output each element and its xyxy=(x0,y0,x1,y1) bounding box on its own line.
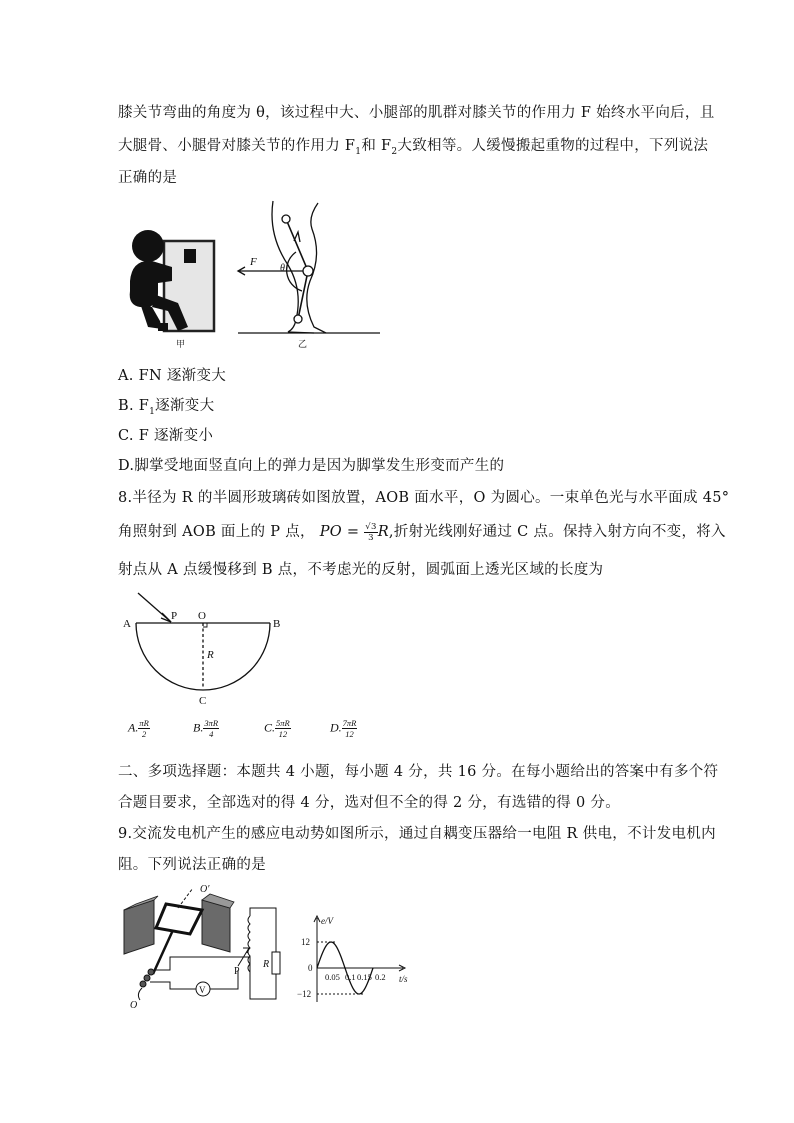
coil-icon xyxy=(153,888,202,974)
q8-choice-d-letter: D. xyxy=(330,720,342,735)
q8-frac-den: 3 xyxy=(368,532,374,543)
fig-radius-R: R xyxy=(207,649,214,661)
fig-label-jia: 甲 xyxy=(176,339,186,349)
q7-option-b-sub: 1 xyxy=(149,406,156,417)
q8-choice-a-den: 2 xyxy=(141,729,147,739)
q8-stem-line3: 射点从 A 点缓慢移到 B 点，不考虑光的反射，圆弧面上透光区域的长度为 xyxy=(118,562,604,578)
graph-y-max: 12 xyxy=(301,937,310,947)
q8-choice-d-frac xyxy=(342,718,358,739)
q8-stem-line2-part-b: ,折射光线刚好通过 C 点。保持入射方向不变，将入 xyxy=(388,524,726,540)
q8-choice-b xyxy=(193,718,219,739)
graph-tick-0.15: 0.15 xyxy=(357,972,372,982)
magnet-icon xyxy=(124,894,234,954)
lifting-person-icon xyxy=(130,230,214,331)
graph-origin: 0 xyxy=(308,963,313,973)
q7-sub-2: 2 xyxy=(391,146,398,157)
q8-choice-c-frac xyxy=(275,718,291,739)
fig-point-P: P xyxy=(171,610,178,622)
q8-choice-b-letter: B. xyxy=(193,720,204,735)
q8-choice-a-num: πR xyxy=(139,718,149,728)
q7-option-c: C. F 逐渐变小 xyxy=(118,428,214,444)
q8-choice-d xyxy=(330,718,357,739)
fig-point-C: C xyxy=(199,695,207,707)
q8-stem-line2 xyxy=(118,520,726,543)
fig-point-O: O xyxy=(198,610,206,622)
graph-y-label: e/V xyxy=(321,916,333,926)
q7-stem-line2-part-c: 大致相等。人缓慢搬起重物的过程中，下列说法 xyxy=(397,138,709,154)
graph-x-label: t/s xyxy=(399,974,408,984)
q7-stem-line3: 正确的是 xyxy=(118,170,178,186)
q7-option-b-part-b: 逐渐变大 xyxy=(155,398,215,414)
leg-diagram xyxy=(238,201,380,333)
q7-option-b xyxy=(118,394,214,417)
q9-emf-graph xyxy=(295,912,415,1012)
graph-tick-0.2: 0.2 xyxy=(375,972,386,982)
q7-sub-1: 1 xyxy=(355,146,362,157)
q9-stem-line2: 阻。下列说法正确的是 xyxy=(118,857,266,873)
q8-stem-line1: 8.半径为 R 的半圆形玻璃砖如图放置，AOB 面水平，O 为圆心。一束单色光与水平面成 45° xyxy=(118,490,730,506)
fig-point-A: A xyxy=(123,618,131,630)
q8-choice-b-num: 3πR xyxy=(204,718,219,728)
q8-choice-a-letter: A. xyxy=(128,720,139,735)
q8-frac-num: √3 xyxy=(365,521,377,532)
fig-angle-theta: θ xyxy=(280,263,285,274)
q8-choice-a-frac xyxy=(138,718,149,739)
q7-stem-line2 xyxy=(118,134,708,157)
q8-choice-c-letter: C. xyxy=(264,720,276,735)
fig-point-B: B xyxy=(273,618,281,630)
fig-force-F: F xyxy=(250,256,257,268)
q7-option-d: D.脚掌受地面竖直向上的弹力是因为脚掌发生形变而产生的 xyxy=(118,458,505,474)
q7-stem-line2-part-a: 大腿骨、小腿骨对膝关节的作用力 F xyxy=(118,138,356,154)
q8-choice-c-num: 5πR xyxy=(276,718,290,728)
fig-resistor-R: R xyxy=(263,959,270,970)
q8-choice-c-den: 12 xyxy=(278,729,288,739)
q7-option-b-part-a: B. F xyxy=(118,398,150,414)
graph-tick-0.05: 0.05 xyxy=(325,972,340,982)
q8-sqrt3-over-3 xyxy=(364,522,377,543)
q7-stem-line1: 膝关节弯曲的角度为 θ，该过程中大、小腿部的肌群对膝关节的作用力 F 始终水平向后，且 xyxy=(118,105,715,121)
q8-choice-b-frac xyxy=(203,718,219,739)
q7-figure xyxy=(118,195,398,355)
q8-choice-d-num: 7πR xyxy=(342,718,357,728)
q8-choice-a xyxy=(128,718,150,739)
graph-tick-0.1: 0.1 xyxy=(345,972,356,982)
q8-choice-b-den: 4 xyxy=(209,729,214,739)
section2-line1: 二、多项选择题：本题共 4 小题，每小题 4 分，共 16 分。在每小题给出的答案中有多个符 xyxy=(118,764,719,780)
q8-stem-line2-part-a: 角照射到 AOB 面上的 P 点， xyxy=(118,524,315,540)
graph-y-min: −12 xyxy=(297,989,312,999)
q7-option-a: A. FN 逐渐变大 xyxy=(118,368,227,384)
q8-radius-symbol: R xyxy=(377,524,389,540)
section2-line2: 合题目要求，全部选对的得 4 分，选对但不全的得 2 分，有选错的得 0 分。 xyxy=(118,795,621,811)
fig-slider-P: P xyxy=(234,966,240,977)
q8-choice-c xyxy=(264,718,291,739)
q8-choice-d-den: 12 xyxy=(345,729,354,739)
fig-label-yi: 乙 xyxy=(298,339,308,349)
voltmeter-icon: V xyxy=(199,985,206,995)
fig-axis-O-prime: O′ xyxy=(200,884,210,895)
q7-stem-line2-part-b: 和 F xyxy=(361,138,392,154)
q8-semicircle-figure xyxy=(118,585,298,710)
fig-axis-O: O xyxy=(130,1000,138,1011)
q8-po-equation: PO = xyxy=(319,524,360,540)
q9-stem-line1: 9.交流发电机产生的感应电动势如图所示，通过自耦变压器给一电阻 R 供电，不计发电机内 xyxy=(118,826,716,842)
q9-generator-figure xyxy=(118,882,293,1012)
